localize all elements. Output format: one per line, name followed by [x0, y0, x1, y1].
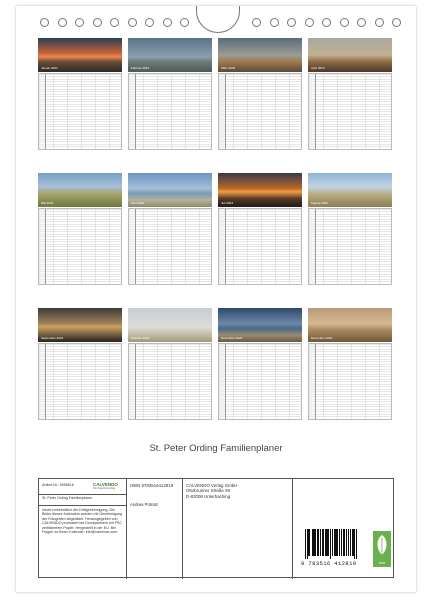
imprint-publisher	[183, 479, 293, 579]
barcode-bar	[332, 529, 333, 556]
day-column	[309, 209, 316, 284]
article-number: Artikel-Nr.: 5556616	[42, 483, 74, 487]
binding-hole	[145, 18, 154, 27]
publisher-street: Ottobrunner Straße 39	[186, 488, 230, 494]
binding-hole	[287, 18, 296, 27]
month-panel	[128, 38, 212, 150]
binding-hole	[357, 18, 366, 27]
barcode-bar	[346, 529, 347, 556]
month-planner-grid	[308, 73, 392, 150]
month-panel	[38, 308, 122, 420]
barcode-bar	[337, 529, 338, 556]
month-label: September 2024	[41, 336, 64, 340]
barcode-bar	[348, 529, 349, 556]
binding-hole	[340, 18, 349, 27]
month-planner-grid	[38, 343, 122, 420]
barcode-number: 9 783516 412819	[301, 560, 357, 567]
month-planner-grid	[308, 343, 392, 420]
month-photo	[128, 38, 212, 72]
month-label: Juli 2024	[221, 201, 234, 205]
month-photo	[218, 173, 302, 207]
barcode-bar	[320, 529, 321, 556]
month-panel	[308, 38, 392, 150]
binding-hole	[40, 18, 49, 27]
month-label: März 2024	[221, 66, 236, 70]
month-planner-grid	[38, 208, 122, 285]
binding-hole	[110, 18, 119, 27]
month-label: Dezember 2024	[311, 336, 333, 340]
day-column	[309, 344, 316, 419]
month-photo	[218, 38, 302, 72]
month-planner-grid	[218, 73, 302, 150]
barcode-bar	[323, 529, 324, 556]
month-panel	[308, 308, 392, 420]
month-label: Januar 2024	[41, 66, 58, 70]
month-planner-grid	[308, 208, 392, 285]
day-column	[309, 74, 316, 149]
barcode-bar	[314, 529, 315, 556]
day-column	[219, 344, 226, 419]
month-panel	[218, 38, 302, 150]
logo-text: CALVENDO	[93, 482, 118, 487]
binding-hole	[322, 18, 331, 27]
calvendo-logo	[93, 482, 123, 491]
barcode-bar	[350, 529, 351, 556]
binding-hole	[270, 18, 279, 27]
barcode-bar	[305, 529, 306, 559]
binding-hole	[392, 18, 401, 27]
day-column	[219, 74, 226, 149]
binding-hole	[58, 18, 67, 27]
calendar-page	[16, 6, 416, 592]
month-photo	[38, 173, 122, 207]
month-photo	[38, 308, 122, 342]
publisher-name: CALVENDO Verlag GmbH	[186, 483, 238, 488]
imprint-left	[39, 479, 127, 579]
binding-hole	[163, 18, 172, 27]
day-column	[129, 344, 136, 419]
month-panel	[128, 173, 212, 285]
imprint-isbn	[127, 479, 183, 579]
day-column	[39, 209, 46, 284]
month-planner-grid	[128, 343, 212, 420]
month-panel	[308, 173, 392, 285]
month-label: Oktober 2024	[131, 336, 150, 340]
barcode-bar	[354, 529, 355, 559]
month-label: April 2024	[311, 66, 325, 70]
day-column	[39, 74, 46, 149]
month-planner-grid	[218, 343, 302, 420]
month-photo	[128, 308, 212, 342]
barcode-bar	[330, 529, 331, 559]
month-label: August 2024	[311, 201, 328, 205]
month-panel	[128, 308, 212, 420]
publisher-city: D-82008 Unterhaching	[186, 493, 231, 499]
month-planner-grid	[128, 73, 212, 150]
leaf-icon	[373, 531, 391, 559]
month-label: Juni 2024	[131, 201, 145, 205]
binding-hole	[252, 18, 261, 27]
barcode-bar	[344, 529, 345, 556]
month-planner-grid	[128, 208, 212, 285]
binding-hole	[93, 18, 102, 27]
month-panel	[38, 173, 122, 285]
month-photo	[218, 308, 302, 342]
month-label: November 2024	[221, 336, 243, 340]
barcode-bar	[328, 529, 329, 556]
barcode-bar	[325, 529, 326, 556]
month-panel	[38, 38, 122, 150]
day-column	[219, 209, 226, 284]
binding-hole	[75, 18, 84, 27]
month-photo	[308, 38, 392, 72]
barcode-bar	[341, 529, 342, 556]
imprint-box	[38, 478, 394, 578]
logo-subtext: Die Kalenderverlag	[93, 487, 116, 490]
binding-hole	[128, 18, 137, 27]
barcode-bar	[339, 529, 340, 556]
month-label: Februar 2024	[131, 66, 150, 70]
imprint-barcode	[293, 479, 395, 579]
barcode	[301, 529, 357, 567]
day-column	[129, 209, 136, 284]
page-title: St. Peter Ording Familienplaner	[149, 443, 283, 454]
barcode-bar	[335, 529, 336, 556]
month-panel	[218, 308, 302, 420]
binding-hole	[305, 18, 314, 27]
imprint-notice: Inhalt vorbehaltlich der Drittgenehmigung. Die Bilder dieses Kalenders wurden mit Genehmigung der Fotografen abgebildet. Herausgegeben von CALVENDO produziert bei Druckpartnern mit FSC zertifiziertem Papier. Hergestellt in der EU. Bei Fragen zu Ihrem Kalender: info@calvendo.com	[42, 508, 123, 535]
barcode-bar	[315, 529, 316, 556]
barcode-bar	[356, 529, 357, 559]
barcode-bar	[308, 529, 309, 556]
barcode-bar	[318, 529, 319, 556]
day-column	[39, 344, 46, 419]
isbn: ISBN 9783516412819	[130, 483, 174, 488]
binding-hole	[180, 18, 189, 27]
month-photo	[128, 173, 212, 207]
eco-label: eco	[378, 560, 386, 565]
product-title: St. Peter Ording Familienplaner	[42, 496, 93, 500]
barcode-bar	[309, 529, 310, 556]
day-column	[129, 74, 136, 149]
eco-badge	[373, 531, 391, 567]
month-photo	[38, 38, 122, 72]
month-photo	[308, 173, 392, 207]
month-label: Mai 2024	[41, 201, 54, 205]
month-planner-grid	[218, 208, 302, 285]
author: Andrea Potratz	[130, 502, 158, 507]
binding-hole	[375, 18, 384, 27]
month-planner-grid	[38, 73, 122, 150]
month-photo	[308, 308, 392, 342]
month-panel	[218, 173, 302, 285]
barcode-bar	[352, 529, 353, 556]
